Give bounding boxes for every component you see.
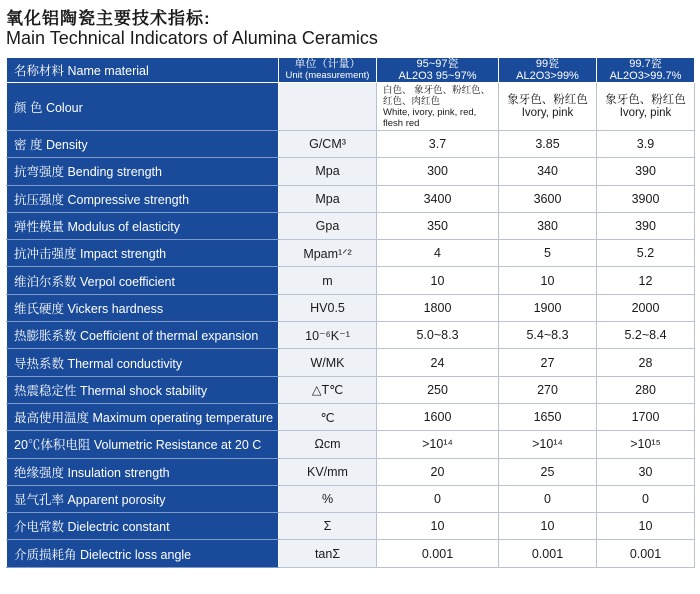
colour-value-997 (597, 83, 695, 131)
value-cell: 1600 (377, 403, 499, 430)
colour-en: Ivory, pink (521, 106, 574, 119)
row-label: 介电常数 Dielectric constant (7, 513, 279, 540)
table-row (7, 158, 695, 185)
unit-cell: Mpam¹ᐟ² (279, 240, 377, 267)
value-cell: 390 (597, 158, 695, 185)
value-cell: 25 (499, 458, 597, 485)
row-label: 维泊尔系数 Verpol coefficient (7, 267, 279, 294)
value-cell: 10 (597, 513, 695, 540)
value-cell: 5.2~8.4 (597, 322, 695, 349)
value-cell: 4 (377, 240, 499, 267)
value-cell: 340 (499, 158, 597, 185)
value-cell: 0.001 (377, 540, 499, 567)
unit-cell: ℃ (279, 403, 377, 430)
value-cell: 5 (499, 240, 597, 267)
row-label: 热膨胀系数 Coefficient of thermal expansion (7, 322, 279, 349)
colour-zh: 白色、 象牙色、粉红色、红色、肉红色 (383, 84, 491, 107)
unit-cell: % (279, 485, 377, 512)
value-cell: 3.7 (377, 131, 499, 158)
value-cell: 1900 (499, 294, 597, 321)
colour-value-95 (377, 83, 499, 131)
material-997-l2: AL2O3>99.7% (609, 70, 682, 82)
value-cell: 3.85 (499, 131, 597, 158)
value-cell: 5.2 (597, 240, 695, 267)
value-cell: 1700 (597, 403, 695, 430)
header-row (7, 58, 695, 83)
unit-cell: W/MK (279, 349, 377, 376)
value-cell: 280 (597, 376, 695, 403)
value-cell: 0.001 (499, 540, 597, 567)
specs-table (6, 57, 695, 568)
value-cell: 27 (499, 349, 597, 376)
value-cell: 10 (499, 267, 597, 294)
table-row (7, 185, 695, 212)
header-unit-en: Unit (measurement) (285, 70, 370, 81)
colour-en: White, ivory, pink, red, flesh red (383, 106, 477, 129)
value-cell: >10¹⁴ (377, 431, 499, 458)
table-row (7, 294, 695, 321)
unit-cell (279, 83, 377, 131)
value-cell: 3900 (597, 185, 695, 212)
row-label: 介质损耗角 Dielectric loss angle (7, 540, 279, 567)
value-cell: 24 (377, 349, 499, 376)
value-cell: 350 (377, 212, 499, 239)
value-cell: 390 (597, 212, 695, 239)
unit-cell: 10⁻⁶K⁻¹ (279, 322, 377, 349)
unit-cell: Mpa (279, 158, 377, 185)
value-cell: >10¹⁵ (597, 431, 695, 458)
value-cell: 300 (377, 158, 499, 185)
value-cell: 30 (597, 458, 695, 485)
row-label: 20℃体积电阻 Volumetric Resistance at 20 C (7, 431, 279, 458)
value-cell: 28 (597, 349, 695, 376)
row-label: 显气孔率 Apparent porosity (7, 485, 279, 512)
value-cell: 10 (377, 267, 499, 294)
table-row (7, 349, 695, 376)
value-cell: 20 (377, 458, 499, 485)
value-cell: 0 (597, 485, 695, 512)
header-unit-cell (279, 58, 377, 83)
colour-zh: 象牙色、粉红色 (605, 93, 686, 106)
header-material-99 (499, 58, 597, 83)
table-row-colour (7, 83, 695, 131)
colour-zh: 象牙色、粉红色 (507, 93, 588, 106)
table-row (7, 212, 695, 239)
unit-cell: G/CM³ (279, 131, 377, 158)
table-row (7, 485, 695, 512)
header-unit-zh: 单位（计量） (294, 58, 361, 70)
unit-cell: Mpa (279, 185, 377, 212)
table-row (7, 403, 695, 430)
value-cell: 2000 (597, 294, 695, 321)
value-cell: 10 (377, 513, 499, 540)
unit-cell: KV/mm (279, 458, 377, 485)
value-cell: 0.001 (597, 540, 695, 567)
material-95-l1: 95~97瓷 (416, 58, 459, 70)
row-label: 颜 色 Colour (7, 83, 279, 131)
row-label: 抗弯强度 Bending strength (7, 158, 279, 185)
table-row (7, 240, 695, 267)
row-label: 最高使用温度 Maximum operating temperature (7, 403, 279, 430)
value-cell: 12 (597, 267, 695, 294)
table-row (7, 322, 695, 349)
value-cell: 1800 (377, 294, 499, 321)
row-label: 维氏硬度 Vickers hardness (7, 294, 279, 321)
table-row (7, 131, 695, 158)
value-cell: 1650 (499, 403, 597, 430)
value-cell: 270 (499, 376, 597, 403)
value-cell: 0 (377, 485, 499, 512)
material-99-l1: 99瓷 (535, 58, 560, 70)
material-99-l2: AL2O3>99% (516, 70, 579, 82)
value-cell: 3.9 (597, 131, 695, 158)
header-name-cell: 名称材料 Name material (7, 58, 279, 83)
header-material-997 (597, 58, 695, 83)
value-cell: 5.4~8.3 (499, 322, 597, 349)
material-997-l1: 99.7瓷 (629, 58, 662, 70)
row-label: 抗压强度 Compressive strength (7, 185, 279, 212)
value-cell: 10 (499, 513, 597, 540)
unit-cell: Σ (279, 513, 377, 540)
unit-cell: m (279, 267, 377, 294)
title-english: Main Technical Indicators of Alumina Ceramics (6, 28, 378, 48)
value-cell: 380 (499, 212, 597, 239)
table-row (7, 431, 695, 458)
unit-cell: HV0.5 (279, 294, 377, 321)
title-chinese: 氧化铝陶瓷主要技术指标: (6, 9, 211, 28)
row-label: 绝缘强度 Insulation strength (7, 458, 279, 485)
unit-cell: Ωcm (279, 431, 377, 458)
unit-cell: tanΣ (279, 540, 377, 567)
table-row (7, 458, 695, 485)
row-label: 热震稳定性 Thermal shock stability (7, 376, 279, 403)
unit-cell: Gpa (279, 212, 377, 239)
value-cell: 0 (499, 485, 597, 512)
colour-value-99 (499, 83, 597, 131)
row-label: 弹性模量 Modulus of elasticity (7, 212, 279, 239)
value-cell: 250 (377, 376, 499, 403)
value-cell: 3400 (377, 185, 499, 212)
colour-en: Ivory, pink (619, 106, 672, 119)
material-95-l2: AL2O3 95~97% (398, 70, 477, 82)
table-row (7, 540, 695, 567)
row-label: 导热系数 Thermal conductivity (7, 349, 279, 376)
unit-cell: △T℃ (279, 376, 377, 403)
value-cell: 5.0~8.3 (377, 322, 499, 349)
value-cell: >10¹⁴ (499, 431, 597, 458)
table-row (7, 513, 695, 540)
value-cell: 3600 (499, 185, 597, 212)
header-material-95 (377, 58, 499, 83)
row-label: 密 度 Density (7, 131, 279, 158)
row-label: 抗冲击强度 Impact strength (7, 240, 279, 267)
table-row (7, 267, 695, 294)
table-row (7, 376, 695, 403)
